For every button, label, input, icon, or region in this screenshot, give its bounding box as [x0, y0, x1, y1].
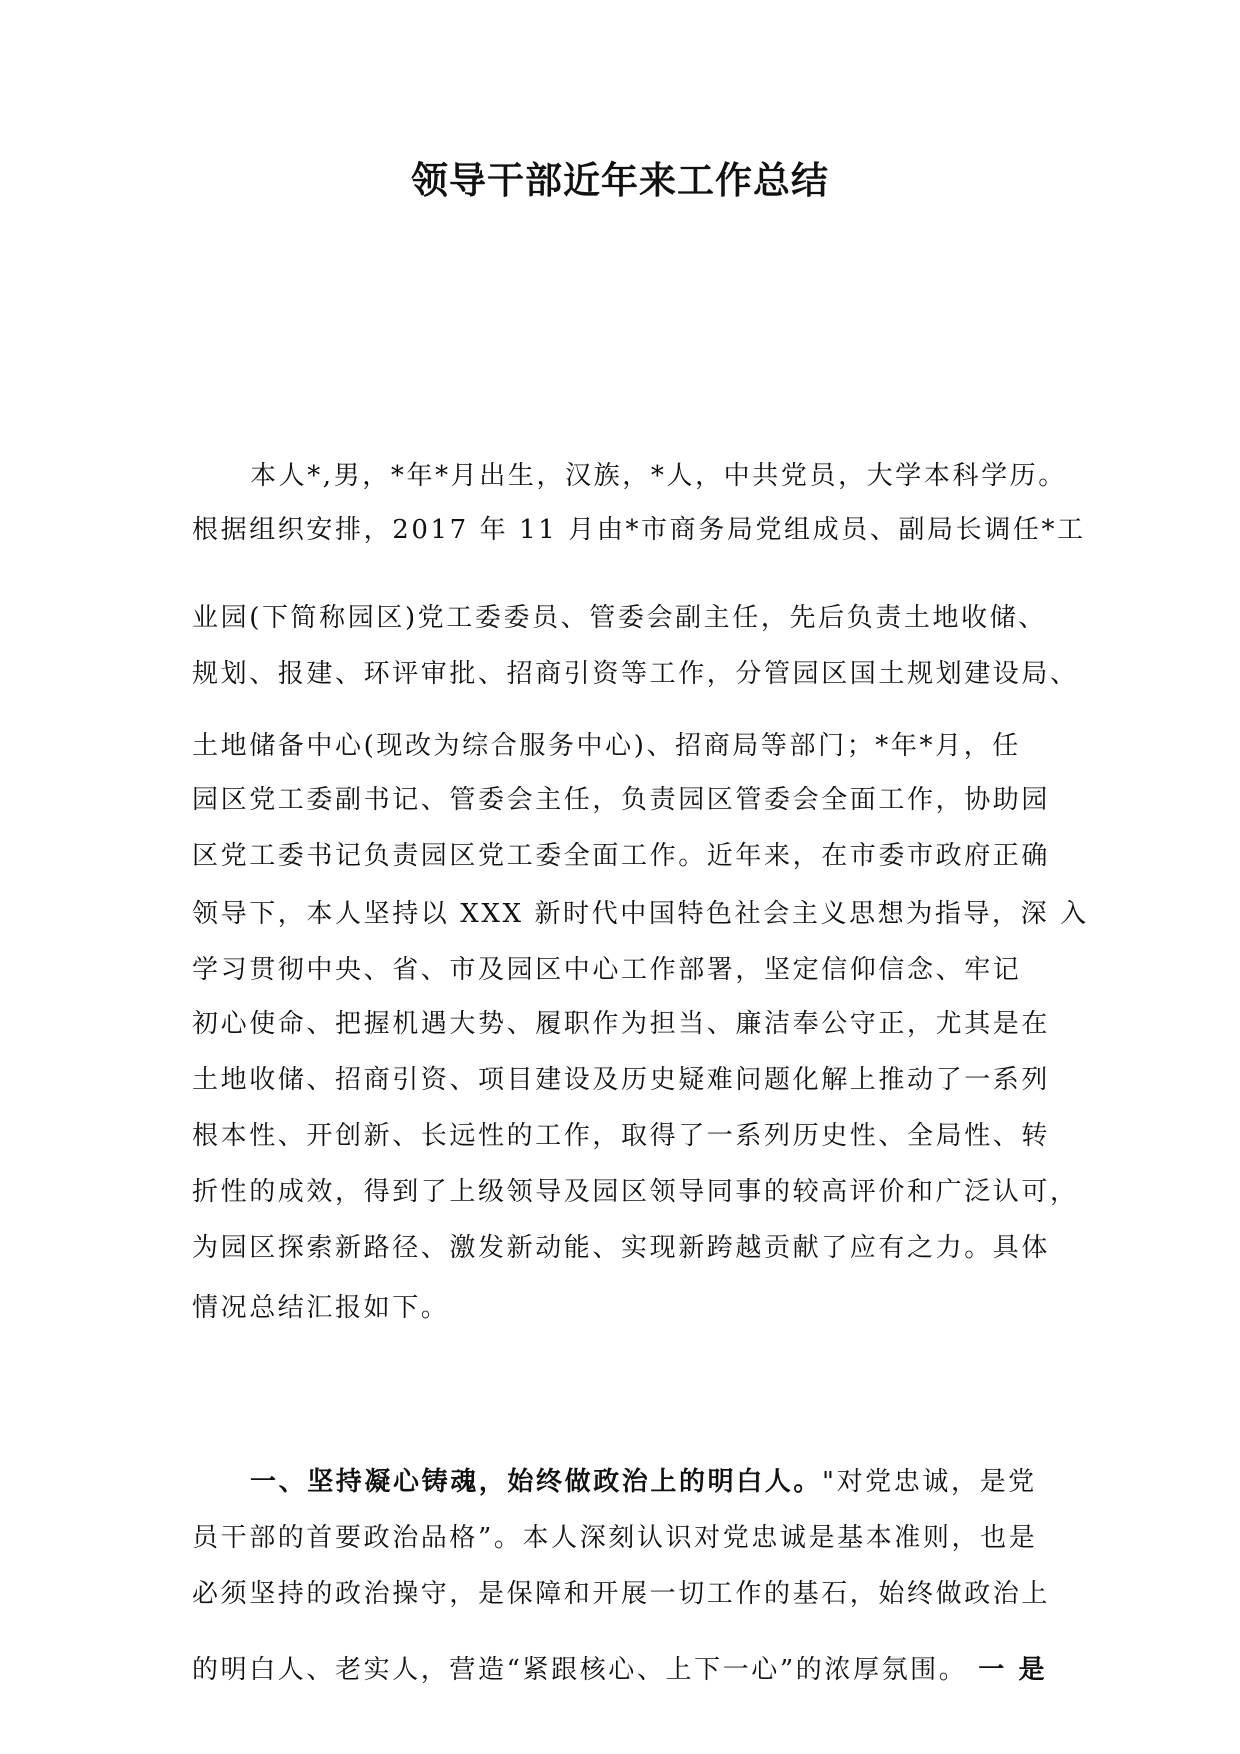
- paragraph-line: 土地收储、招商引资、项目建设及历史疑难问题化解上推动了一系列: [192, 1065, 1051, 1095]
- section-line: 必须坚持的政治操守，是保障和开展一切工作的基石，始终做政治上: [192, 1579, 1051, 1609]
- paragraph-line: 根据组织安排，2017 年 11 月由*市商务局党组成员、副局长调任*工: [192, 515, 1086, 545]
- paragraph-line: 区党工委书记负责园区党工委全面工作。近年来，在市委市政府正确: [192, 841, 1051, 871]
- paragraph-line: 土地储备中心(现改为综合服务中心)、招商局等部门；*年*月，任: [192, 731, 1021, 761]
- emphasis-text: 一 是: [978, 1655, 1048, 1685]
- paragraph-line: 为园区探索新路径、激发新动能、实现新跨越贡献了应有之力。具体: [192, 1233, 1051, 1263]
- paragraph-line: 规划、报建、环评审批、招商引资等工作，分管园区国土规划建设局、: [192, 659, 1079, 689]
- section-line: 员干部的首要政治品格”。本人深刻认识对党忠诚是基本准则，也是: [192, 1523, 1038, 1553]
- paragraph-line: 领导下，本人坚持以 XXX 新时代中国特色社会主义思想为指导，深 入: [192, 899, 1089, 929]
- paragraph-line: 业园(下简称园区)党工委委员、管委会副主任，先后负责土地收储、: [192, 603, 1047, 633]
- paragraph-line: 本人*,男，*年*月出生，汉族，*人，中共党员，大学本科学历。: [250, 461, 1067, 491]
- paragraph-line: 初心使命、把握机遇大势、履职作为担当、廉洁奉公守正，尤其是在: [192, 1009, 1051, 1039]
- section-quote: "对党忠诚，是党: [822, 1467, 1037, 1497]
- paragraph-line: 园区党工委副书记、管委会主任，负责园区管委会全面工作，协助园: [192, 785, 1051, 815]
- paragraph-line: 折性的成效，得到了上级领导及园区领导同事的较高评价和广泛认可，: [192, 1177, 1079, 1207]
- section-heading: 一、坚持凝心铸魂，始终做政治上的明白人。: [250, 1467, 823, 1497]
- document-title: 领导干部近年来工作总结: [411, 159, 829, 202]
- section-line: 的明白人、老实人，营造“紧跟核心、上下一心”的浓厚氛围。: [192, 1655, 968, 1685]
- paragraph-line: 情况总结汇报如下。: [192, 1293, 450, 1323]
- paragraph-line: 根本性、开创新、长远性的工作，取得了一系列历史性、全局性、转: [192, 1121, 1051, 1151]
- section-heading-line: [250, 1462, 1037, 1502]
- paragraph-line: 学习贯彻中央、省、市及园区中心工作部署，坚定信仰信念、牢记: [192, 955, 1022, 985]
- section-line-last: [192, 1650, 1047, 1690]
